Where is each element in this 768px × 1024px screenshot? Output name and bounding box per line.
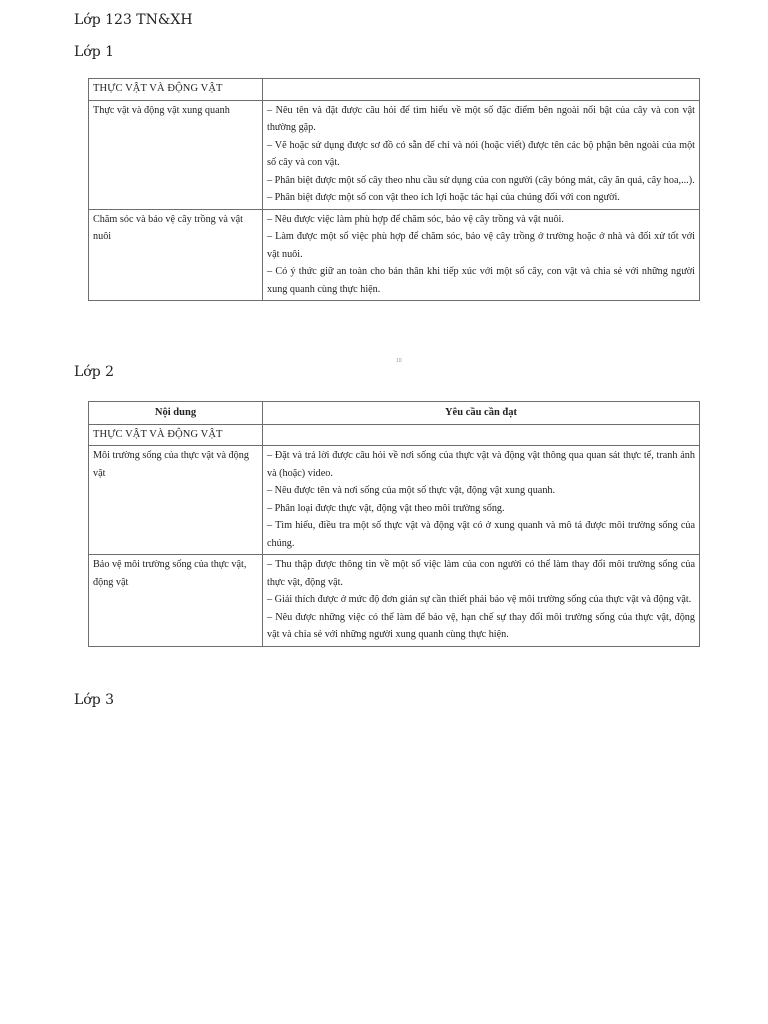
grade2-table [88, 401, 700, 647]
topic-cell: Thực vật và động vật xung quanh [89, 100, 263, 209]
topic-cell: Chăm sóc và bảo vệ cây trồng và vật nuôi [89, 209, 263, 301]
section-title: THỰC VẬT VÀ ĐỘNG VẬT [89, 424, 263, 446]
requirement-item: – Nêu được việc làm phù hợp để chăm sóc, bảo vệ cây trồng và vật nuôi. [267, 213, 564, 225]
requirement-item: – Có ý thức giữ an toàn cho bản thân khi tiếp xúc với một số cây, con vật và chia sẻ với những người xung quanh cùng thực hiện. [267, 266, 695, 295]
table-row [89, 79, 700, 101]
requirement-item: – Phân loại được thực vật, động vật theo môi trường sống. [267, 502, 505, 514]
requirement-item: – Nêu được những việc có thể làm để bảo vệ, hạn chế sự thay đổi môi trường sống của thực vật, động vật và chia sẻ với những người xung quanh cùng thực hiện. [267, 611, 695, 640]
requirement-item: – Thu thập được thông tin về một số việc làm của con người có thể làm thay đổi môi trường sống của thực vật, động vật. [267, 559, 695, 588]
requirement-item: – Nêu tên và đặt được câu hỏi để tìm hiểu về một số đặc điểm bên ngoài nổi bật của cây và con vật thường gặp. [267, 104, 695, 133]
topic-cell: Môi trường sống của thực vật và động vật [89, 446, 263, 555]
column-header-content: Nội dung [89, 402, 263, 425]
empty-cell [263, 79, 700, 101]
requirement-item: – Giải thích được ở mức độ đơn giản sự cần thiết phải bảo vệ môi trường sống của thực vật và động vật. [267, 594, 692, 605]
requirements-cell [263, 446, 700, 555]
column-header-requirement: Yêu cầu cần đạt [263, 402, 700, 425]
grade3-heading: Lớp 3 [74, 692, 115, 708]
empty-cell [263, 424, 700, 446]
requirement-item: – Vẽ hoặc sử dụng được sơ đồ có sẵn để chỉ và nói (hoặc viết) được tên các bộ phận bên ngoài của một số cây và con vật. [267, 139, 695, 168]
document-title: Lớp 123 TN&XH [74, 12, 193, 28]
table-row [89, 555, 700, 647]
requirement-item: – Làm được một số việc phù hợp để chăm sóc, bảo vệ cây trồng ở trường hoặc ở nhà và đối xử tốt với vật nuôi. [267, 231, 695, 260]
grade1-heading: Lớp 1 [74, 44, 115, 60]
section-title: THỰC VẬT VÀ ĐỘNG VẬT [89, 79, 263, 101]
requirement-item: – Tìm hiểu, điều tra một số thực vật và động vật có ở xung quanh và mô tả được môi trường sống của chúng. [267, 520, 695, 549]
requirements-cell [263, 209, 700, 301]
table-row [89, 209, 700, 301]
table-header-row [89, 402, 700, 425]
topic-cell: Bảo vệ môi trường sống của thực vật, động vật [89, 555, 263, 647]
requirement-item: – Phân biệt được một số cây theo nhu cầu sử dụng của con người (cây bóng mát, cây ăn quả, cây hoa,...). [267, 174, 695, 186]
requirement-item: – Nêu được tên và nơi sống của một số thực vật, động vật xung quanh. [267, 485, 556, 496]
table-row [89, 446, 700, 555]
table-row [89, 100, 700, 209]
grade1-table [88, 78, 700, 301]
requirements-cell [263, 100, 700, 209]
requirement-item: – Phân biệt được một số con vật theo ích lợi hoặc tác hại của chúng đối với con người. [267, 192, 620, 203]
grade2-heading: Lớp 2 [74, 364, 115, 380]
requirement-item: – Đặt và trả lời được câu hỏi về nơi sống của thực vật và động vật thông qua quan sát thực tế, tranh ảnh và (hoặc) video. [267, 450, 695, 479]
requirements-cell [263, 555, 700, 647]
page-number: 10 [396, 358, 402, 364]
table-row [89, 424, 700, 446]
